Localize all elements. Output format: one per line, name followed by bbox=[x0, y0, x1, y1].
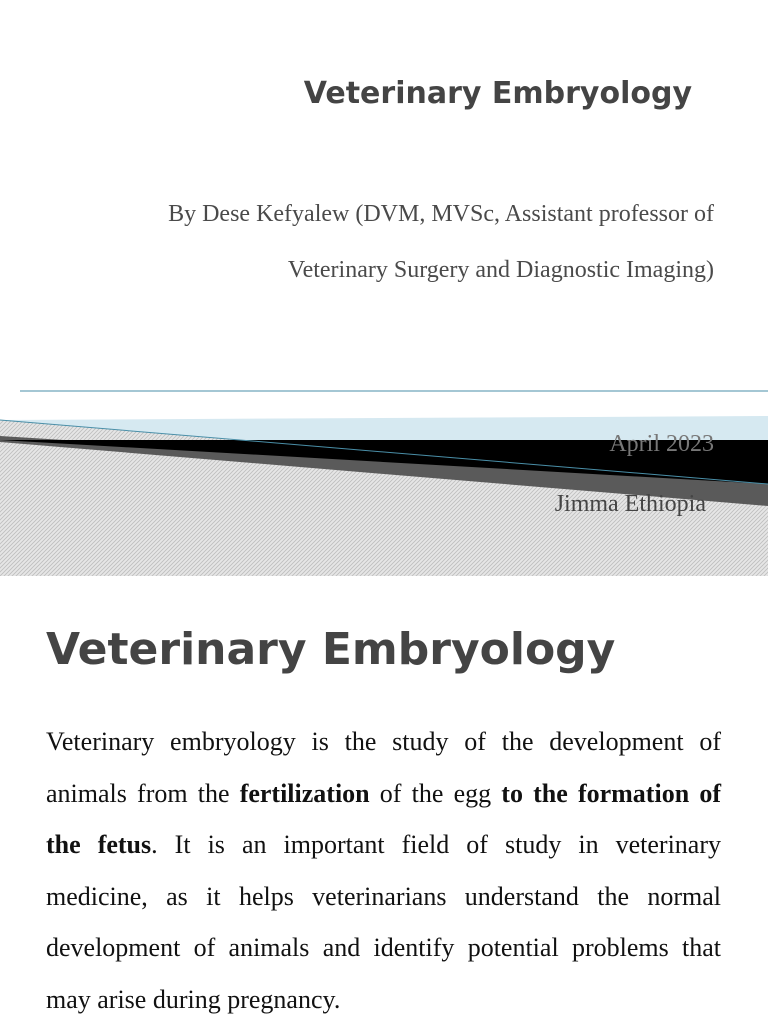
content-slide bbox=[0, 576, 768, 1024]
paragraph-text-1: Veterinary embryology is the study of the development of animals from the bbox=[46, 727, 721, 808]
paragraph-bold-fetus: to the formation of the fetus bbox=[46, 778, 721, 859]
content-paragraph bbox=[46, 716, 721, 1024]
paragraph-text-2: of the egg bbox=[369, 778, 502, 808]
title-slide-heading: Veterinary Embryology bbox=[303, 76, 692, 111]
content-slide-heading: Veterinary Embryology bbox=[46, 624, 616, 675]
decorative-band bbox=[0, 380, 768, 576]
presentation-location: Jimma Ethiopia bbox=[554, 491, 706, 517]
paragraph-bold-fertilization: fertilization bbox=[239, 778, 370, 808]
subtitle-line-1: By Dese Kefyalew (DVM, MVSc, Assistant professor of bbox=[168, 201, 714, 227]
subtitle-line-2: Veterinary Surgery and Diagnostic Imaging) bbox=[287, 257, 714, 283]
presentation-date: April 2023 bbox=[609, 431, 714, 457]
paragraph-text-3: . It is an important field of study in veterinary medicine, as it helps veterinarians understand the normal development of animals and identify potential problems that may arise during pregnancy. bbox=[46, 830, 722, 1014]
title-slide-subtitle bbox=[40, 186, 714, 298]
